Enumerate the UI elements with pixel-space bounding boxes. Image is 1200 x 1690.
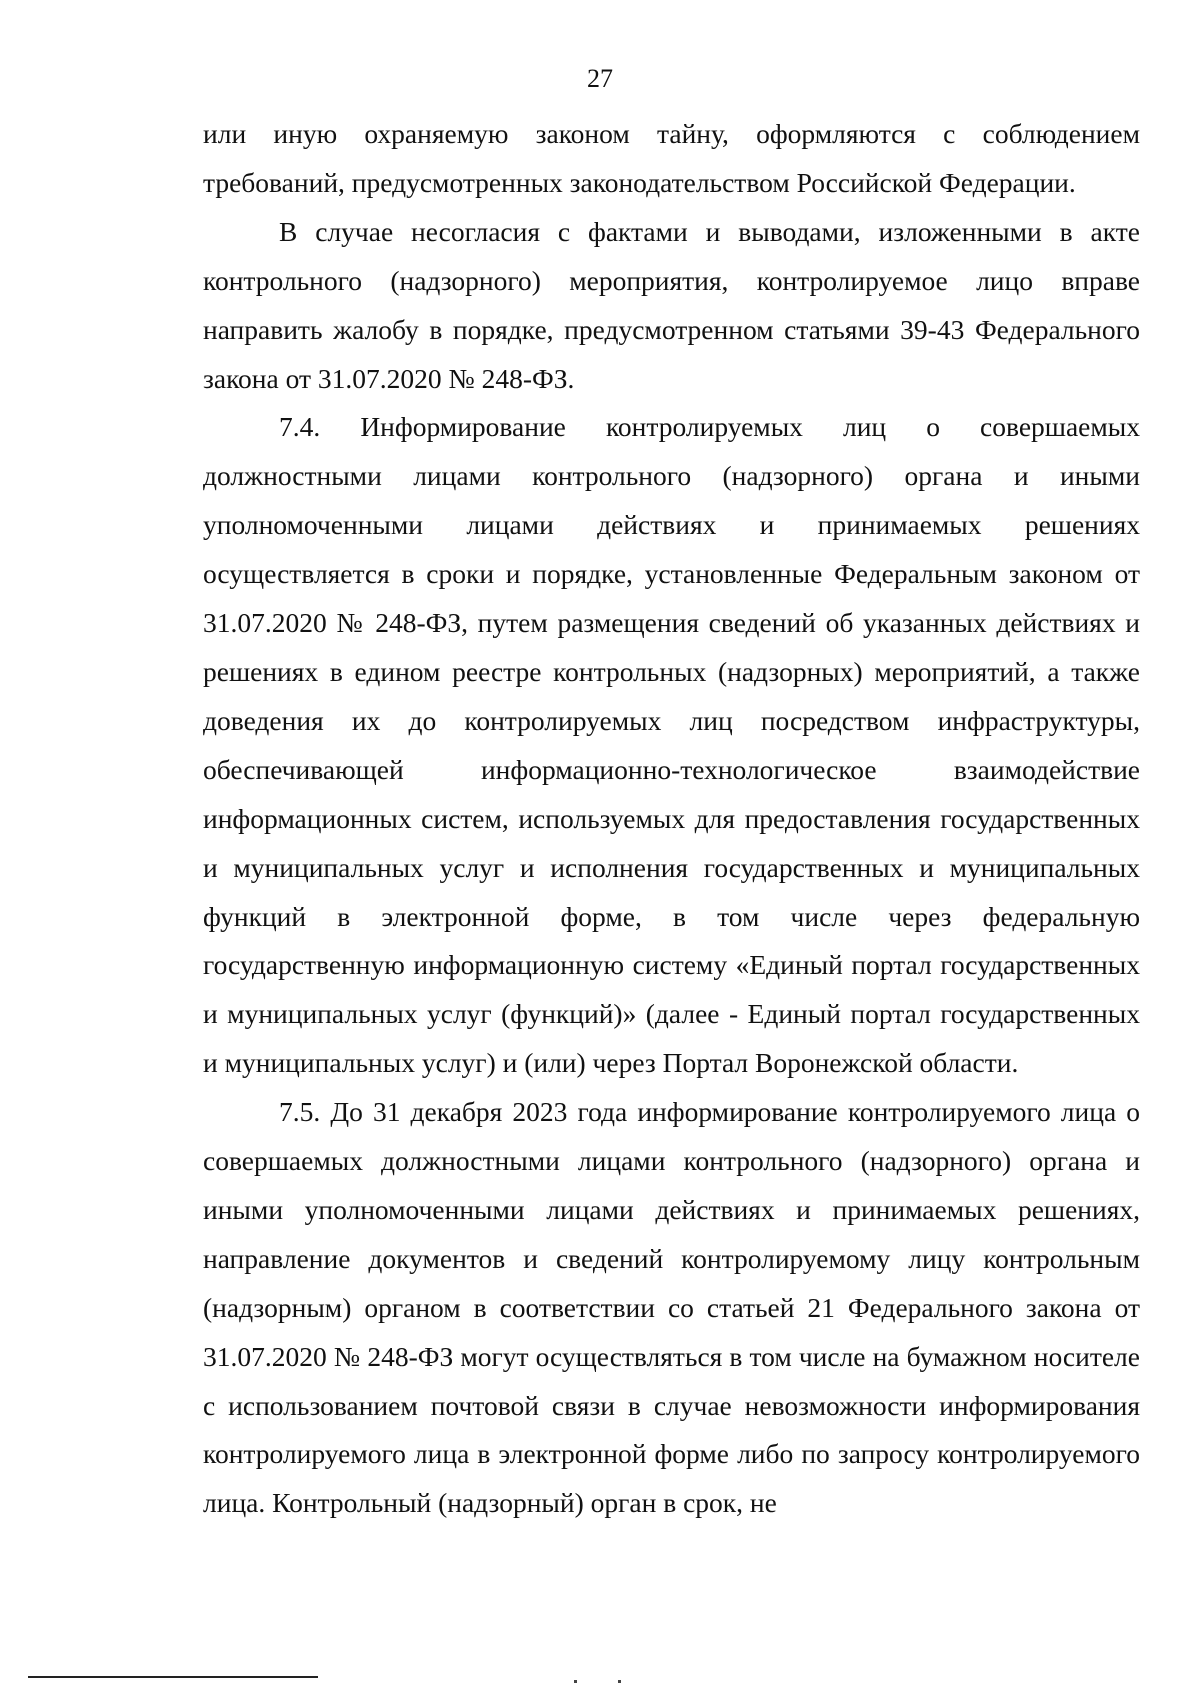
paragraph-7-5: 7.5. До 31 декабря 2023 года информирование контролируемого лица о совершаемых должностными лицами контрольного (надзорного) органа и иными уполномоченными лицами действиях и принимаемых решениях, направление документов и сведений контролируемому лицу контрольным (надзорным) органом в соответствии со статьей 21 Федерального закона от 31.07.2020 № 248-ФЗ могут осуществляться в том числе на бумажном носителе с использованием почтовой связи в случае невозможности информирования контролируемого лица в электронной форме либо по запросу контролируемого лица. Контрольный (надзорный) орган в срок, не xyxy=(203,1096,1140,1519)
bottom-rule xyxy=(28,1676,318,1678)
document-body xyxy=(203,110,1140,1528)
page-number: 27 xyxy=(587,64,613,93)
scan-mark xyxy=(574,1680,577,1683)
paragraph-disagreement: В случае несогласия с фактами и выводами, изложенными в акте контрольного (надзорного) мероприятия, контролируемое лицо вправе направить жалобу в порядке, предусмотренном статьями 39-43 Федерального закона от 31.07.2020 № 248-ФЗ. xyxy=(203,215,1140,394)
paragraph-continuation: или иную охраняемую законом тайну, оформляются с соблюдением требований, предусмотренных законодательством Российской Федерации. xyxy=(203,118,1140,198)
scan-mark xyxy=(618,1680,621,1683)
paragraph-7-4: 7.4. Информирование контролируемых лиц о совершаемых должностными лицами контрольного (надзорного) органа и иными уполномоченными лицами действиях и принимаемых решениях осуществляется в сроки и порядке, установленные Федеральным законом от 31.07.2020 № 248-ФЗ, путем размещения сведений об указанных действиях и решениях в едином реестре контрольных (надзорных) мероприятий, а также доведения их до контролируемых лиц посредством инфраструктуры, обеспечивающей информационно-технологическое взаимодействие информационных систем, используемых для предоставления государственных и муниципальных услуг и исполнения государственных и муниципальных функций в электронной форме, в том числе через федеральную государственную информационную систему «Единый портал государственных и муниципальных услуг (функций)» (далее - Единый портал государственных и муниципальных услуг) и (или) через Портал Воронежской области. xyxy=(203,411,1140,1079)
